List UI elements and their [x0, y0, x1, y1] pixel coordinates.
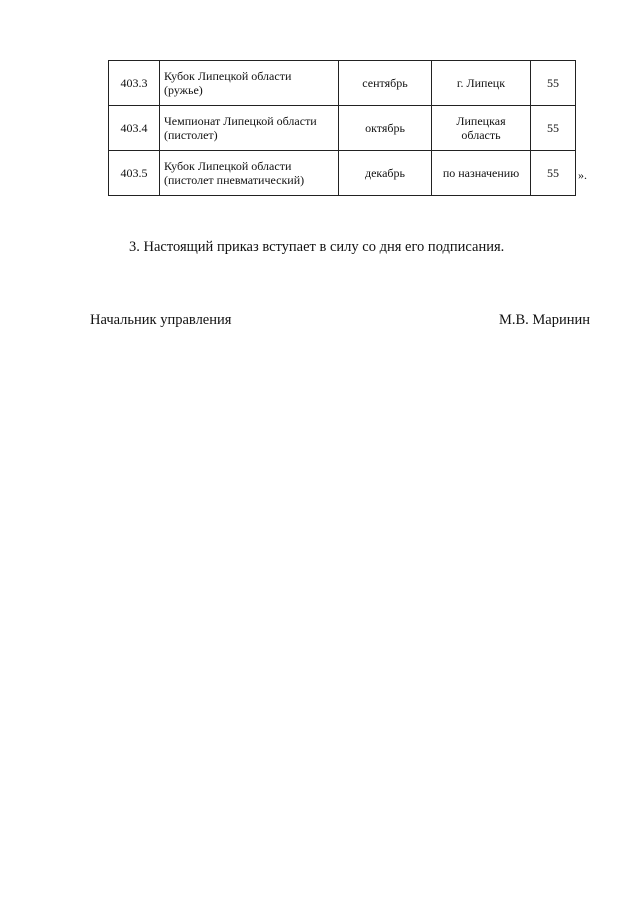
event-name-line: Чемпионат Липецкой области [164, 114, 317, 128]
event-points: 55 [531, 61, 576, 106]
table-row [109, 106, 576, 151]
event-place [432, 61, 531, 106]
event-name-line: (пистолет пневматический) [164, 173, 305, 187]
events-table [108, 60, 576, 196]
event-place-line: область [461, 128, 501, 142]
row-number: 403.4 [109, 106, 160, 151]
table-row [109, 61, 576, 106]
event-place [432, 151, 531, 196]
event-month: декабрь [339, 151, 432, 196]
event-place [432, 106, 531, 151]
event-name [160, 106, 339, 151]
event-name [160, 61, 339, 106]
event-month: сентябрь [339, 61, 432, 106]
signatory-title: Начальник управления [90, 312, 232, 328]
event-place-line: по назначению [442, 166, 520, 180]
event-month: октябрь [339, 106, 432, 151]
clause-3: 3. Настоящий приказ вступает в силу со дня его подписания. [129, 239, 505, 255]
event-name [160, 151, 339, 196]
event-name-line: (ружье) [164, 83, 203, 97]
signatory-name: М.В. Маринин [498, 312, 590, 328]
event-name-line: Кубок Липецкой области [164, 69, 292, 83]
event-name-line: Кубок Липецкой области [164, 159, 292, 173]
event-name-line: (пистолет) [164, 128, 218, 142]
row-number: 403.5 [109, 151, 160, 196]
event-points: 55 [531, 106, 576, 151]
row-number: 403.3 [109, 61, 160, 106]
event-place-line: Липецкая [456, 114, 506, 128]
event-place-line: г. Липецк [456, 76, 506, 90]
event-points: 55 [531, 151, 576, 196]
table-row [109, 151, 576, 196]
closing-quote: ». [578, 168, 587, 182]
